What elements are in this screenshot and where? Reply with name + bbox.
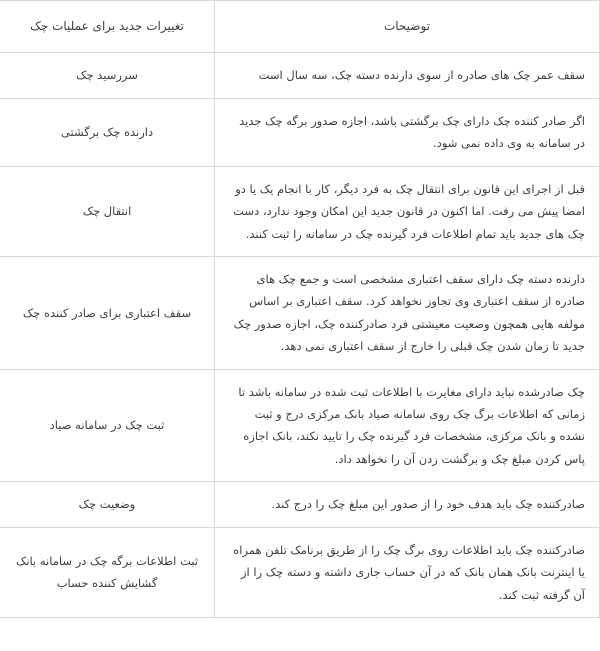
row-topic: ثبت چک در سامانه صیاد [0,369,215,482]
row-description: دارنده دسته چک دارای سقف اعتباری مشخصی است و جمع چک های صادره از سقف اعتباری وی تجاوز نخواهد کرد. سقف اعتباری بر اساس مولفه هایی همچون وضعیت معیشتی فرد صادرکننده چک، اجازه صدور چک جدید تا زمان شدن چک قبلی را خارج از سقف اعتباری نمی دهد. [215,256,600,369]
table-header [0,1,600,53]
table-row [0,256,600,369]
table-row [0,482,600,527]
row-topic: انتقال چک [0,166,215,256]
row-topic: وضعیت چک [0,482,215,527]
row-topic: دارنده چک برگشتی [0,98,215,166]
row-topic: سررسید چک [0,53,215,98]
table-row [0,369,600,482]
row-topic: ثبت اطلاعات برگه چک در سامانه بانک گشایش کننده حساب [0,527,215,617]
table-body [0,53,600,618]
table-row [0,527,600,617]
row-description: قبل از اجرای این قانون برای انتقال چک به فرد دیگر، کار با انجام یک یا دو امضا پیش می رفت. اما اکنون در قانون جدید این امکان وجود ندارد، دست چک های جدید باید تمام اطلاعات فرد گیرنده چک در سامانه را ثبت کنند. [215,166,600,256]
row-description: صادرکننده چک باید اطلاعات روی برگ چک را از طریق برنامک تلفن همراه یا اینترنت بانک همان بانک که در آن حساب جاری داشته و دسته چک را از آن گرفته ثبت کند. [215,527,600,617]
row-topic: سقف اعتباری برای صادر کننده چک [0,256,215,369]
table-row [0,166,600,256]
table-row [0,53,600,98]
row-description: سقف عمر چک های صادره از سوی دارنده دسته چک، سه سال است [215,53,600,98]
table-row [0,98,600,166]
row-description: صادرکننده چک باید هدف خود را از صدور این مبلغ چک را درج کند. [215,482,600,527]
column-header-description: توضیحات [215,1,600,53]
row-description: چک صادرشده نباید دارای مغایرت با اطلاعات ثبت شده در سامانه باشد تا زمانی که اطلاعات برگ چک روی سامانه صیاد بانک مرکزی درج و ثبت نشده و بانک مرکزی، مشخصات فرد گیرنده چک را تایید نکند، بانک اجازه پاس کردن مبلغ چک و برگشت زدن آن را نخواهد داد. [215,369,600,482]
table-header-row [0,1,600,53]
column-header-topic: تغییرات جدید برای عملیات چک [0,1,215,53]
row-description: اگر صادر کننده چک دارای چک برگشتی باشد، اجازه صدور برگه چک جدید در سامانه به وی داده نمی شود. [215,98,600,166]
